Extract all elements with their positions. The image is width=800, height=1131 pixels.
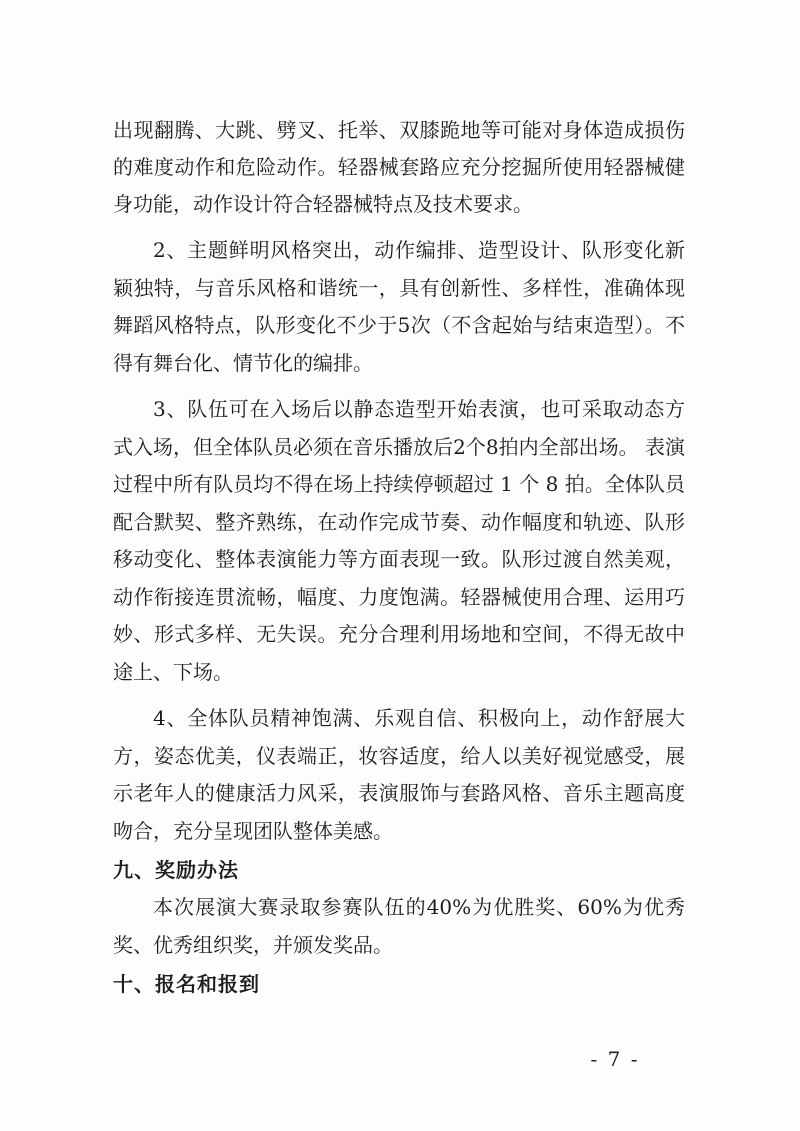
- page-number: - 7 -: [590, 1047, 640, 1071]
- paragraph-awards: 本次展演大赛录取参赛队伍的40%为优胜奖、60%为优秀奖、优秀组织奖，并颁发奖品。: [113, 895, 685, 957]
- paragraph-item-4: 4、全体队员精神饱满、乐观自信、积极向上，动作舒展大方，姿态优美，仪表端正，妆容适度，给人以美好视觉感受，展示老年人的健康活力风采，表演服饰与套路风格、音乐主题高度吻合，充分呈现团队整体美感。: [113, 706, 685, 843]
- section-heading-registration: 十、报名和报到: [113, 972, 260, 996]
- paragraph-continued: 出现翻腾、大跳、劈叉、托举、双膝跪地等可能对身体造成损伤的难度动作和危险动作。轻器械套路应充分挖掘所使用轻器械健身功能，动作设计符合轻器械特点及技术要求。: [113, 118, 685, 216]
- paragraph-item-3: 3、队伍可在入场后以静态造型开始表演，也可采取动态方式入场，但全体队员必须在音乐播放后2个8拍内全部出场。 表演过程中所有队员均不得在场上持续停顿超过 1 个 8 拍。全体队员配合默契、整齐熟练，在动作完成节奏、动作幅度和轨迹、队形移动变化、整体表演能力等方面表现一致。队形过渡自然美观，动作衔接连贯流畅，幅度、力度饱满。轻器械使用合理、运用巧妙、形式多样、无失误。充分合理利用场地和空间，不得无故中途上、下场。: [113, 397, 685, 684]
- document-body: [113, 112, 685, 1003]
- section-heading-awards: 九、奖励办法: [113, 858, 239, 882]
- paragraph-item-2: 2、主题鲜明风格突出，动作编排、造型设计、队形变化新颖独特，与音乐风格和谐统一，具有创新性、多样性，准确体现舞蹈风格特点，队形变化不少于5次（不含起始与结束造型）。不得有舞台化、情节化的编排。: [113, 238, 685, 375]
